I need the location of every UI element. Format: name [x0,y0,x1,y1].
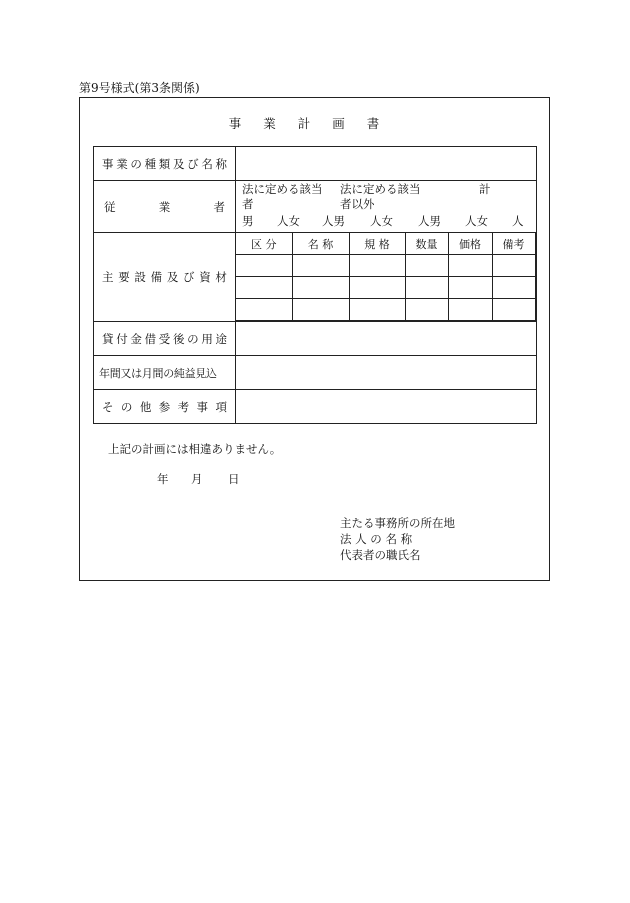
employees-male-2: 人男 [322,214,345,228]
equipment-row [236,299,535,321]
employees-total-unit: 人 [512,214,524,228]
equipment-text: 主 要 設 備 及 び 資 材 [102,270,227,284]
employees-female-2: 人女 [370,214,393,228]
employees-field[interactable] [236,181,537,233]
employees-other-header-2: 者以外 [340,197,375,211]
loan-use-text: 貸 付 金 借 受 後 の 用 途 [102,331,227,346]
date-year: 年 [157,472,169,486]
equipment-cell[interactable] [448,255,492,277]
equipment-field [236,233,537,322]
loan-use-label [94,322,236,356]
equipment-header-remarks: 備考 [492,233,535,255]
equipment-cell[interactable] [448,299,492,321]
equipment-label [94,233,236,322]
loan-use-field[interactable] [236,322,537,356]
business-type-text: 事 業 の 種 類 及 び 名 称 [102,156,227,171]
equipment-cell[interactable] [405,299,448,321]
equipment-cell[interactable] [448,277,492,299]
equipment-cell[interactable] [236,299,292,321]
employees-text: 従 業 者 [104,199,225,214]
other-notes-label [94,390,236,424]
equipment-cell[interactable] [292,277,349,299]
declaration-text: 上記の計画には相違ありません。 [108,442,282,456]
business-plan-table [93,146,537,424]
employees-female-3: 人女 [465,214,488,228]
form-number-label: 第9号様式(第3条関係) [79,81,200,95]
employees-total-header: 計 [479,182,491,196]
equipment-cell[interactable] [292,255,349,277]
employees-male-3: 人男 [418,214,441,228]
equipment-header-row [236,233,535,255]
equipment-table [236,233,536,321]
employees-male-1: 男 [242,214,254,228]
equipment-row [236,277,535,299]
equipment-cell[interactable] [349,255,405,277]
equipment-header-category: 区 分 [236,233,292,255]
equipment-row [236,255,535,277]
equipment-cell[interactable] [492,277,535,299]
equipment-header-price: 価格 [448,233,492,255]
equipment-header-quantity: 数量 [405,233,448,255]
document-title: 事業計画書 [228,116,402,131]
equipment-cell[interactable] [492,299,535,321]
office-address-label: 主たる事務所の所在地 [340,516,455,530]
employees-other-header-1: 法に定める該当 [340,182,421,196]
equipment-cell[interactable] [349,299,405,321]
equipment-cell[interactable] [349,277,405,299]
equipment-cell[interactable] [236,255,292,277]
equipment-cell[interactable] [405,255,448,277]
employees-label [94,181,236,233]
other-notes-field[interactable] [236,390,537,424]
equipment-cell[interactable] [492,255,535,277]
equipment-cell[interactable] [236,277,292,299]
annual-profit-field[interactable] [236,356,537,390]
annual-profit-label [94,356,236,390]
employees-female-1: 人女 [277,214,300,228]
equipment-header-spec: 規 格 [349,233,405,255]
equipment-cell[interactable] [292,299,349,321]
employees-legal-header-2: 者 [242,197,254,211]
annual-profit-text: 年間又は月間の純益見込 [99,366,217,380]
representative-label: 代表者の職氏名 [340,548,421,562]
business-type-label [94,147,236,181]
date-month: 月 [191,472,203,486]
corporation-name-label: 法 人 の 名 称 [340,532,413,546]
other-notes-text: そ の 他 参 考 事 項 [102,399,227,414]
business-type-field[interactable] [236,147,537,181]
equipment-cell[interactable] [405,277,448,299]
equipment-header-name: 名 称 [292,233,349,255]
employees-legal-header-1: 法に定める該当 [242,182,323,196]
date-day: 日 [228,472,240,486]
